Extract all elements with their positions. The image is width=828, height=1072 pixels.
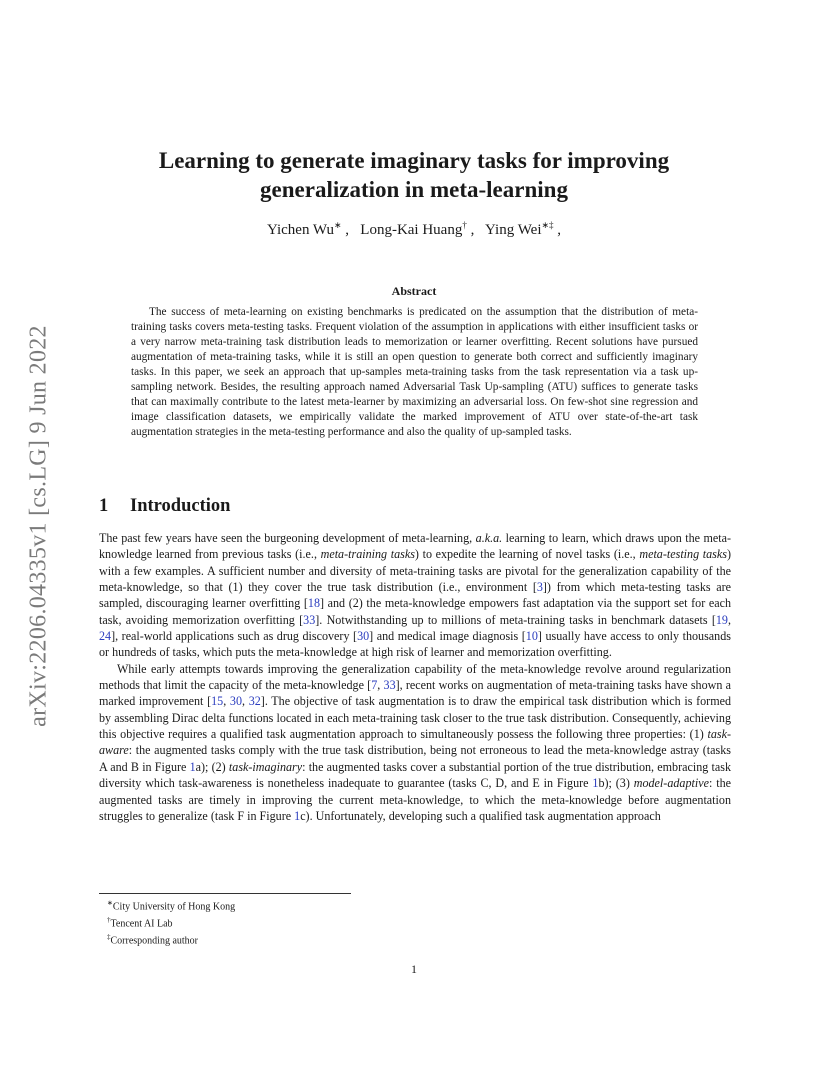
body-text: ], real-world applications such as drug discovery [ (111, 629, 358, 644)
body-text: : the augmented tasks cover a substantial portion of the true distribution, embracing task diversity which task-awareness is nonetheless inadequate to guarantee (tasks C, D, and E in Figure (99, 759, 731, 791)
citation-link[interactable]: 30 (357, 629, 370, 644)
footnote (107, 897, 235, 914)
body-text: b); (3) (598, 776, 634, 791)
footnote-mark: † (107, 915, 111, 924)
body-text: The past few years have seen the burgeoning development of meta-learning, (99, 531, 476, 545)
body-text: ]. Notwithstanding up to millions of meta-training tasks in benchmark datasets [ (315, 612, 716, 627)
citation-link[interactable]: 7 (371, 678, 378, 693)
body-text: ]) from which meta-testing tasks are sampled, discouraging learner overfitting [ (99, 580, 731, 611)
footnote-rule (99, 893, 351, 894)
body-text: , (242, 694, 249, 709)
author-name: Long-Kai Huang (360, 222, 463, 238)
body-text: ], recent works on augmentation of meta-training tasks have shown a marked improvement [ (99, 678, 732, 709)
emphasis-text: a.k.a. (475, 531, 503, 545)
body-text: learning to learn, which draws upon the meta-knowledge learned from previous tasks (i.e., (99, 531, 732, 562)
section-title: Introduction (130, 496, 231, 516)
citation-link[interactable]: 1 (294, 808, 301, 823)
body-paragraph (99, 530, 731, 661)
footnote (107, 914, 235, 931)
body-text: While early attempts towards improving the generalization capability of the meta-knowledge revolve around regularization methods that limit the capacity of the meta-knowledge [ (99, 661, 731, 693)
citation-link[interactable]: 1 (592, 776, 599, 791)
author-mark: † (462, 220, 467, 230)
footnote-mark: ∗ (107, 899, 113, 907)
footnotes (107, 897, 235, 947)
page-number: 1 (411, 962, 417, 976)
body-text: ] and (2) the meta-knowledge empowers fast adaptation via the support set for each task, avoiding memorization overfitting [ (99, 596, 731, 627)
body-text: ) with a few examples. A sufficient number and diversity of meta-training tasks are pivotal for the generalization capability of the meta-knowledge, so that (1) they cover the true task distribution (i.e., environment [ (99, 547, 731, 595)
footnote-mark: ‡ (107, 932, 111, 941)
citation-link[interactable]: 32 (248, 694, 261, 709)
introduction-body (99, 530, 731, 824)
body-text: c). Unfortunately, developing such a qualified task augmentation approach (300, 808, 661, 823)
body-text: ] and medical image diagnosis [ (369, 629, 526, 644)
body-text: : the augmented tasks are timely in improving the current meta-knowledge, to which the meta-knowledge before augmentation struggles to generalize (task F in Figure (99, 776, 731, 823)
citation-link[interactable]: 33 (303, 612, 316, 627)
author-mark: ∗ (333, 220, 342, 230)
emphasis-text: meta-testing tasks (639, 547, 727, 562)
emphasis-text: meta-training tasks (320, 547, 415, 562)
emphasis-text: task-aware (99, 727, 731, 758)
citation-link[interactable]: 3 (536, 580, 543, 595)
author-name: Ying Wei (485, 222, 542, 238)
footnote-text: City University of Hong Kong (112, 901, 236, 913)
body-text: : the augmented tasks comply with the true task distribution, being not erroneous to lead the meta-knowledge astray (tasks A and B in Figure (99, 743, 731, 774)
citation-link[interactable]: 1 (189, 759, 196, 774)
emphasis-text: task-imaginary (228, 759, 303, 774)
body-text: a); (2) (195, 759, 229, 774)
paper-title: Learning to generate imaginary tasks for improving generalization in meta-learning (158, 148, 670, 202)
emphasis-text: model-adaptive (633, 776, 709, 791)
citation-link[interactable]: 24 (99, 629, 112, 644)
body-text: , (727, 612, 731, 627)
footnote (107, 931, 235, 948)
body-text: ]. The objective of task augmentation is to draw the empirical task distribution which is formed by assembling Dirac delta functions located in each meta-training task closer to the true task distribution. Consequently, achieving this objective requires a qualified task augmentation approach to simultaneously possess the following three properties: (1) (99, 694, 732, 742)
footnote-text: Tencent AI Lab (110, 918, 173, 930)
section-number: 1 (99, 496, 109, 516)
author-name: Yichen Wu (266, 222, 334, 238)
citation-link[interactable]: 30 (229, 694, 242, 709)
citation-link[interactable]: 10 (525, 629, 538, 644)
citation-link[interactable]: 19 (715, 612, 728, 627)
body-text: ) to expedite the learning of novel tasks (i.e., (414, 547, 640, 562)
citation-link[interactable]: 33 (383, 678, 396, 693)
abstract-heading: Abstract (391, 284, 437, 298)
author-mark: ∗‡ (541, 220, 554, 230)
body-text: , (377, 678, 384, 693)
author-list: Yichen Wu∗ , Long-Kai Huang† , Ying Wei∗‡ , (266, 220, 562, 238)
body-paragraph (99, 661, 731, 824)
citation-link[interactable]: 15 (211, 694, 224, 709)
body-text: ] usually have access to only thousands or hundreds of tasks, which puts the meta-knowledge at high risk of learner and memorization overfitting. (99, 629, 731, 660)
body-text: , (223, 694, 230, 709)
abstract-text: The success of meta-learning on existing benchmarks is predicated on the assumption that the distribution of meta-training tasks covers meta-testing tasks. Frequent violation of the assumption in applications with either insufficient tasks or a very narrow meta-training task distribution leads to memorization or learner overfitting. Recent solutions have pursued augmentation of meta-training tasks, while it is still an open question to generate both correct and sufficiently imaginary tasks. In this paper, we seek an approach that up-samples meta-training tasks from the task representation via a task up-sampling network. Besides, the resulting approach named Adversarial Task Up-sampling (ATU) suffices to generate tasks that can maximally contribute to the latest meta-learner by maximizing an adversarial loss. On few-shot sine regression and image classification datasets, we empirically validate the marked improvement of ATU over state-of-the-art task augmentation strategies in the meta-testing performance and also the quality of up-sampled tasks. (131, 306, 698, 438)
section-heading (99, 496, 230, 517)
footnote-text: Corresponding author (110, 934, 198, 946)
arxiv-stamp (16, 296, 62, 756)
citation-link[interactable]: 18 (307, 596, 320, 611)
arxiv-stamp-text: arXiv:2206.04335v1 [cs.LG] 9 Jun 2022 (25, 325, 52, 727)
